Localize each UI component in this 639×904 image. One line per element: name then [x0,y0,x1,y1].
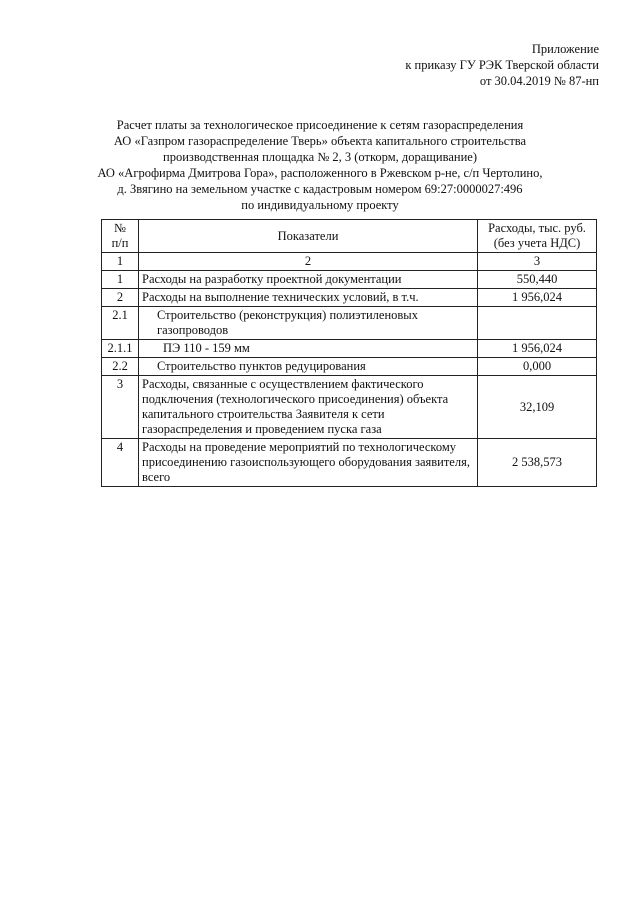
header-cost-title: Расходы, тыс. руб. [488,221,586,235]
table-row [102,376,597,439]
row-number: 2.1.1 [102,340,139,358]
row-number: 2.2 [102,358,139,376]
row-label: Строительство (реконструкция) полиэтиленовых газопроводов [139,307,478,340]
row-label: Расходы на проведение мероприятий по технологическому присоединению газоиспользующего оборудования заявителя, всего [139,439,478,487]
header-cost-note: (без учета НДС) [493,236,581,250]
row-value: 1 956,024 [478,340,597,358]
title-line-1: Расчет платы за технологическое присоединение к сетям газораспределения [116,118,524,132]
row-label: Расходы, связанные с осуществлением фактического подключения (технологического присоединения) объекта капитального строительства Заявителя к сети газораспределения и проведением пуска газа [139,376,478,439]
row-number: 1 [102,271,139,289]
table-row [102,289,597,307]
column-number-row [102,253,597,271]
column-number: 2 [139,253,478,271]
title-line-6: по индивидуальному проекту [241,198,399,212]
title-line-2: АО «Газпром газораспределение Тверь» объекта капитального строительства [113,134,527,148]
table-row [102,340,597,358]
row-label: ПЭ 110 - 159 мм [139,340,478,358]
row-value: 550,440 [478,271,597,289]
row-label: Расходы на разработку проектной документации [139,271,478,289]
header-num-symbol: № [114,221,126,235]
table-row [102,271,597,289]
header-cost-cell [478,220,597,253]
row-value: 1 956,024 [478,289,597,307]
row-value: 0,000 [478,358,597,376]
annex-header [405,41,599,89]
header-num-cell [102,220,139,253]
table-row [102,358,597,376]
header-num-abbr: п/п [111,236,129,250]
table-header-row [102,220,597,253]
row-value [478,307,597,340]
document-title [95,117,545,213]
title-line-4: АО «Агрофирма Дмитрова Гора», расположенного в Ржевском р-не, с/п Чертолино, [97,166,543,180]
cost-table [101,219,597,487]
column-number: 1 [102,253,139,271]
annex-title: Приложение [531,42,599,56]
row-number: 2 [102,289,139,307]
row-value: 2 538,573 [478,439,597,487]
column-number: 3 [478,253,597,271]
title-line-3: производственная площадка № 2, 3 (откорм, доращивание) [163,150,477,164]
annex-order-reference: к приказу ГУ РЭК Тверской области [405,58,599,72]
annex-order-date: от 30.04.2019 № 87-нп [479,74,599,88]
row-number: 2.1 [102,307,139,340]
table-row [102,307,597,340]
table-row [102,439,597,487]
row-number: 3 [102,376,139,439]
row-label: Строительство пунктов редуцирования [139,358,478,376]
header-indicator: Показатели [139,220,478,253]
row-label: Расходы на выполнение технических условий, в т.ч. [139,289,478,307]
row-value: 32,109 [478,376,597,439]
title-line-5: д. Звягино на земельном участке с кадастровым номером 69:27:0000027:496 [117,182,523,196]
row-number: 4 [102,439,139,487]
